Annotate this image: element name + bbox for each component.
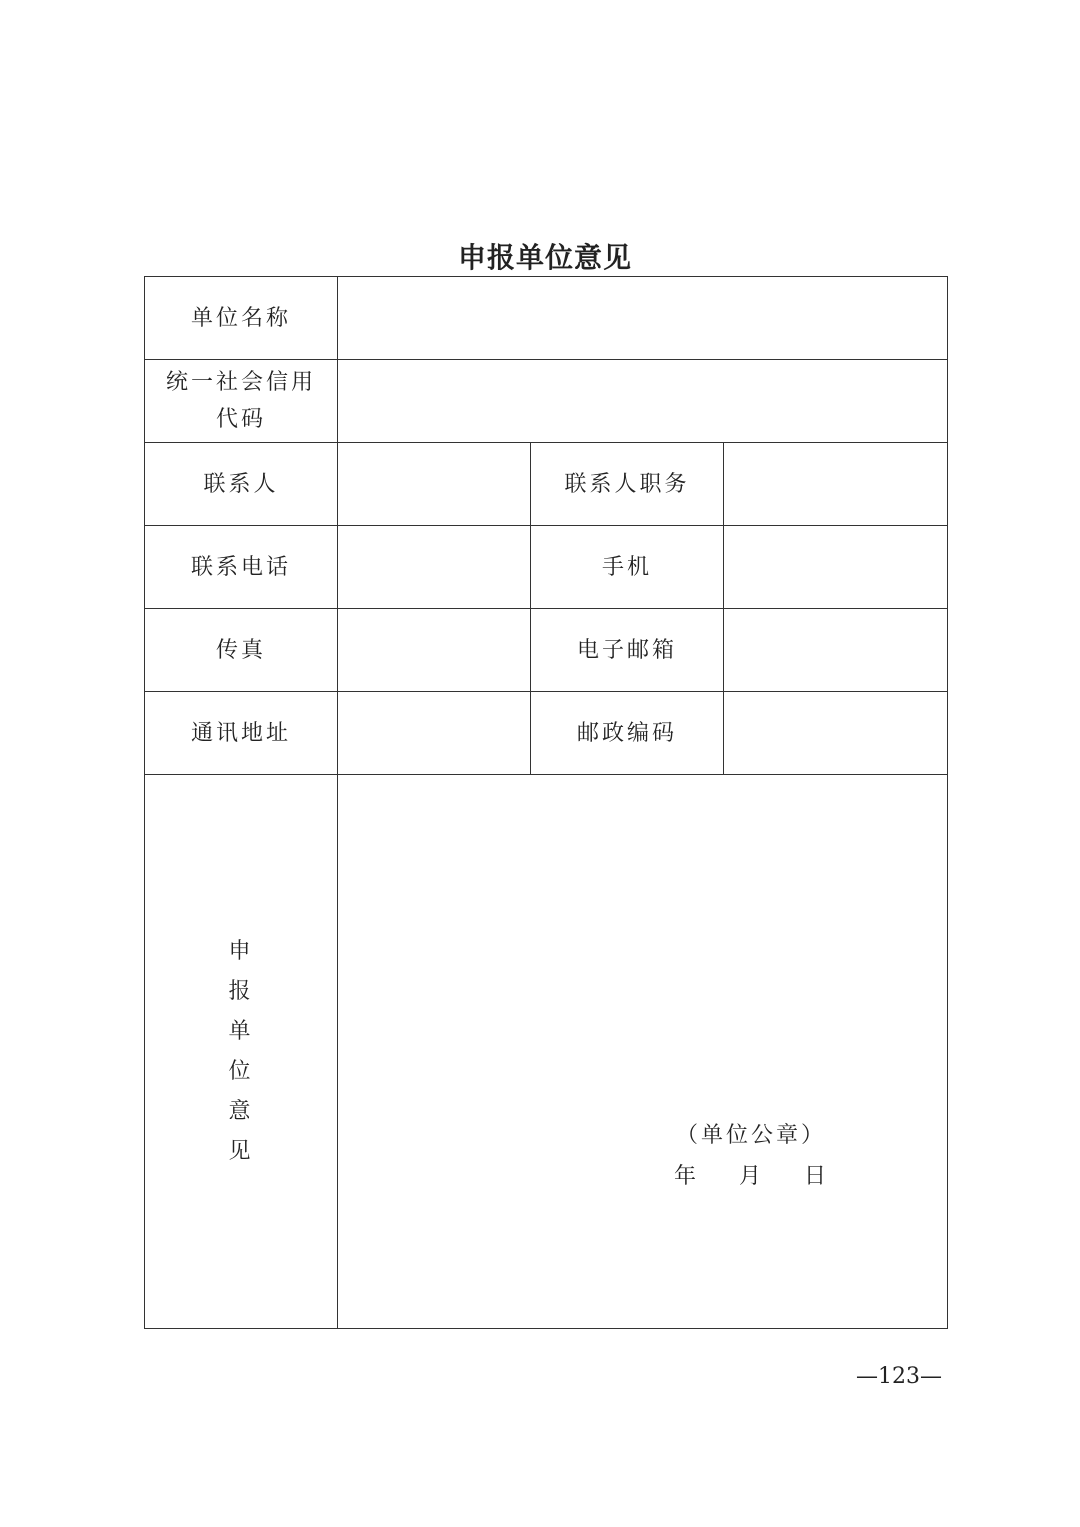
field-unit-name[interactable] <box>338 277 948 360</box>
label-postcode: 邮政编码 <box>531 692 724 775</box>
label-contact-title: 联系人职务 <box>531 443 724 526</box>
label-phone: 联系电话 <box>145 526 338 609</box>
label-fax: 传真 <box>145 609 338 692</box>
date-day: 日 <box>804 1164 830 1189</box>
opinion-char: 见 <box>228 1139 254 1164</box>
label-credit-code: 统一社会信用代码 <box>145 360 338 443</box>
date-year: 年 <box>674 1164 700 1189</box>
opinion-char: 单 <box>228 1019 254 1044</box>
field-email[interactable] <box>724 609 948 692</box>
form-row-contact <box>145 443 948 526</box>
form-row-unit-name <box>145 277 948 360</box>
opinion-char: 报 <box>228 979 254 1004</box>
form-row-opinion <box>145 775 948 1329</box>
label-unit-name: 单位名称 <box>145 277 338 360</box>
page-title: 申报单位意见 <box>457 241 632 274</box>
field-fax[interactable] <box>338 609 531 692</box>
field-mobile[interactable] <box>724 526 948 609</box>
opinion-char: 位 <box>228 1059 254 1084</box>
field-contact-title[interactable] <box>724 443 948 526</box>
field-credit-code[interactable] <box>338 360 948 443</box>
form-row-address <box>145 692 948 775</box>
label-mobile: 手机 <box>531 526 724 609</box>
field-phone[interactable] <box>338 526 531 609</box>
field-contact[interactable] <box>338 443 531 526</box>
label-email: 电子邮箱 <box>531 609 724 692</box>
opinion-char: 申 <box>228 939 254 964</box>
application-form-table <box>144 276 948 1329</box>
field-address[interactable] <box>338 692 531 775</box>
form-row-fax <box>145 609 948 692</box>
label-address: 通讯地址 <box>145 692 338 775</box>
opinion-char: 意 <box>228 1099 254 1124</box>
form-row-credit-code <box>145 360 948 443</box>
label-opinion <box>145 775 338 1329</box>
seal-text: （单位公章） <box>676 1123 827 1148</box>
field-postcode[interactable] <box>724 692 948 775</box>
field-opinion[interactable] <box>338 775 948 1329</box>
date-month: 月 <box>739 1164 765 1189</box>
date-line <box>674 1158 834 1195</box>
form-row-phone <box>145 526 948 609</box>
label-contact: 联系人 <box>145 443 338 526</box>
page-number: —123— <box>856 1364 942 1389</box>
